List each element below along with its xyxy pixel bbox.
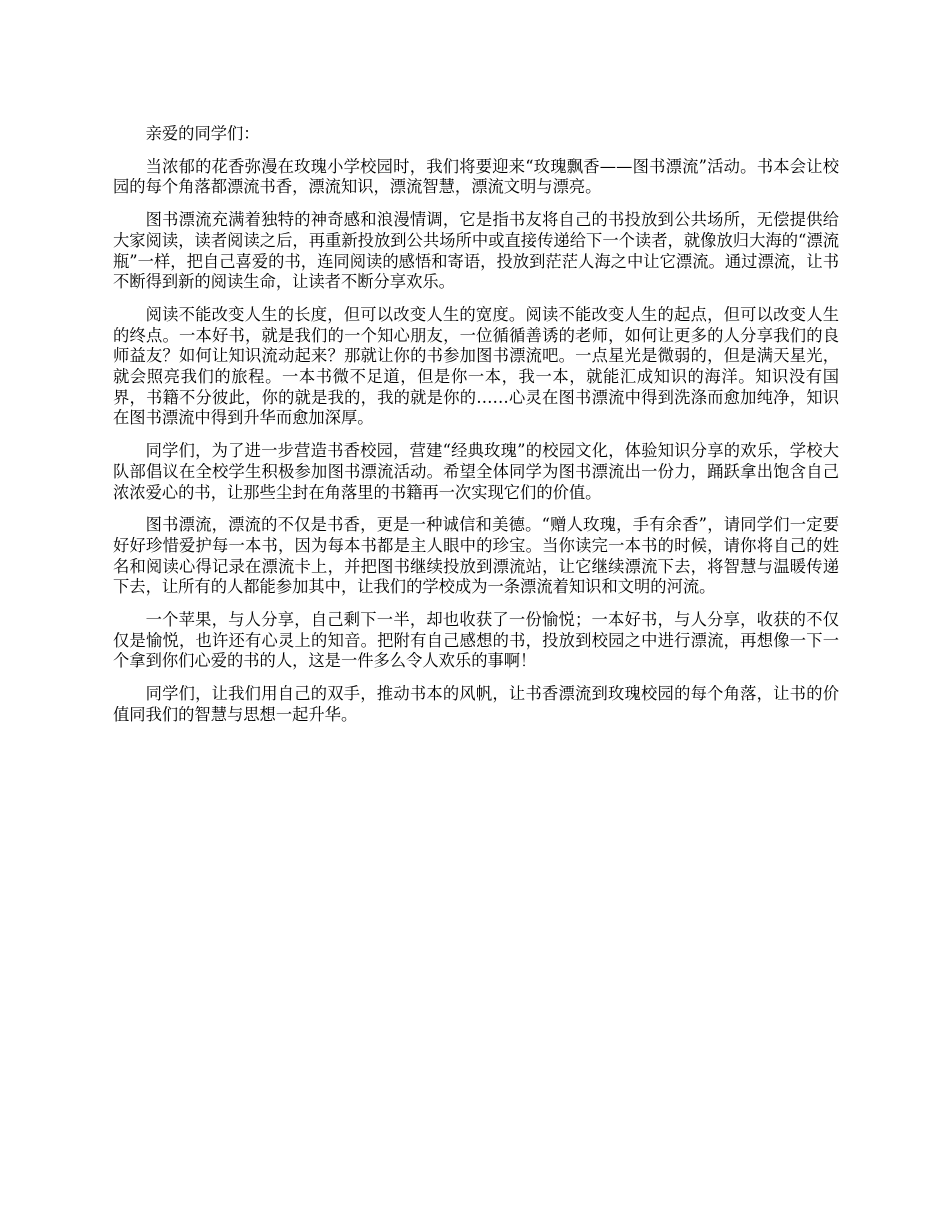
document-page xyxy=(113,124,839,738)
paragraph-sharing: 一个苹果，与人分享，自己剩下一半，却也收获了一份愉悦；一本好书，与人分享，收获的不仅仅是愉悦，也许还有心灵上的知音。把附有自己感想的书，投放到校园之中进行漂流，再想像一下一个拿到你们心爱的书的人，这是一件多么令人欢乐的事啊！ xyxy=(113,610,839,671)
paragraph-intro: 当浓郁的花香弥漫在玫瑰小学校园时，我们将要迎来“玫瑰飘香——图书漂流”活动。书本会让校园的每个角落都漂流书香，漂流知识，漂流智慧，漂流文明与漂亮。 xyxy=(113,156,839,197)
paragraph-how-to-participate: 图书漂流，漂流的不仅是书香，更是一种诚信和美德。“赠人玫瑰，手有余香”，请同学们一定要好好珍惜爱护每一本书，因为每本书都是主人眼中的珍宝。当你读完一本书的时候，请你将自己的姓名和阅读心得记录在漂流卡上，并把图书继续投放到漂流站，让它继续漂流下去，将智慧与温暖传递下去，让所有的人都能参加其中，让我们的学校成为一条漂流着知识和文明的河流。 xyxy=(113,515,839,597)
paragraph-value-of-reading: 阅读不能改变人生的长度，但可以改变人生的宽度。阅读不能改变人生的起点，但可以改变人生的终点。一本好书，就是我们的一个知心朋友，一位循循善诱的老师，如何让更多的人分享我们的良师益友？如何让知识流动起来？那就让你的书参加图书漂流吧。一点星光是微弱的，但是满天星光，就会照亮我们的旅程。一本书微不足道，但是你一本，我一本，就能汇成知识的海洋。知识没有国界，书籍不分彼此，你的就是我的，我的就是你的……心灵在图书漂流中得到洗涤而愈加纯净，知识在图书漂流中得到升华而愈加深厚。 xyxy=(113,304,839,428)
paragraph-call-to-action: 同学们，为了进一步营造书香校园，营建“经典玫瑰”的校园文化，体验知识分享的欢乐，学校大队部倡议在全校学生积极参加图书漂流活动。希望全体同学为图书漂流出一份力，踊跃拿出饱含自己浓浓爱心的书，让那些尘封在角落里的书籍再一次实现它们的价值。 xyxy=(113,441,839,502)
salutation: 亲爱的同学们： xyxy=(145,124,260,143)
paragraph-closing: 同学们，让我们用自己的双手，推动书本的风帆，让书香漂流到玫瑰校园的每个角落，让书的价值同我们的智慧与思想一起升华。 xyxy=(113,684,839,724)
paragraph-what-is-book-drifting: 图书漂流充满着独特的神奇感和浪漫情调，它是指书友将自己的书投放到公共场所，无偿提供给大家阅读，读者阅读之后，再重新投放到公共场所中或直接传递给下一个读者，就像放归大海的“漂流瓶”一样，把自己喜爱的书，连同阅读的感悟和寄语，投放到茫茫人海之中让它漂流。通过漂流，让书不断得到新的阅读生命，让读者不断分享欢乐。 xyxy=(113,210,839,292)
